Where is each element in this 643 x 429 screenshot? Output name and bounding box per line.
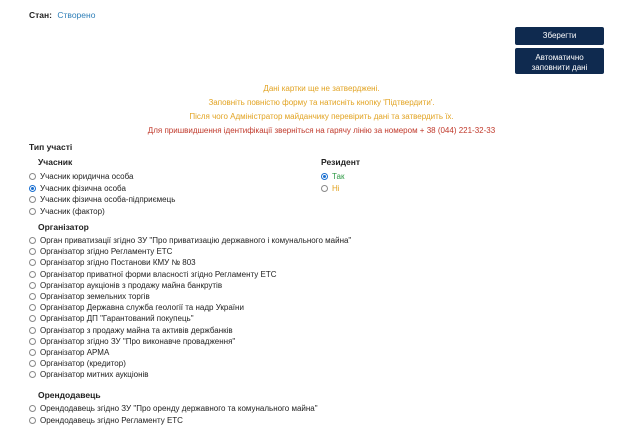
organizer-option[interactable]: [29, 348, 109, 357]
status-line: [29, 10, 95, 20]
save-button-label: Зберегти: [542, 31, 577, 40]
status-label: Стан:: [29, 10, 52, 20]
participant-option[interactable]: [29, 207, 105, 216]
autofill-button[interactable]: [515, 48, 604, 74]
radio-button[interactable]: [321, 185, 328, 192]
organizer-option-label: Організатор згідно Регламенту ЕТС: [40, 247, 173, 257]
organizer-option-label: Організатор згідно Постанови КМУ № 803: [40, 258, 196, 268]
resident-option-label: Ні: [332, 183, 340, 193]
participant-title: Учасник: [38, 157, 73, 167]
organizer-title: Організатор: [38, 222, 89, 232]
lessor-option-label: Орендодавець згідно Регламенту ЕТС: [40, 415, 183, 425]
radio-button[interactable]: [29, 282, 36, 289]
notice-hotline: Для пришвидшення ідентифікації зверніться на гарячу лінію за номером + 38 (044) 221-32-33: [147, 126, 496, 135]
radio-button[interactable]: [29, 417, 36, 424]
lessor-option[interactable]: [29, 404, 318, 413]
radio-button[interactable]: [29, 271, 36, 278]
organizer-option-label: Організатор АРМА: [40, 348, 110, 357]
save-button[interactable]: [515, 27, 604, 45]
lessor-title: Орендодавець: [38, 390, 101, 400]
notice-fill-form: Заповніть повністю форму та натисніть кнопку 'Підтвердити'.: [208, 98, 435, 107]
radio-button[interactable]: [29, 405, 36, 412]
organizer-option-label: Організатор аукціонів з продажу майна банкрутів: [40, 280, 223, 290]
participant-option-label: Учасник фізична особа-підприємець: [40, 195, 176, 204]
organizer-option[interactable]: [29, 281, 222, 290]
organizer-option-label: Організатор (кредитор): [40, 359, 126, 369]
organizer-option-label: Організатор приватної форми власності згідно Регламенту ЕТС: [40, 269, 277, 279]
resident-option[interactable]: [321, 172, 344, 181]
radio-button[interactable]: [321, 173, 328, 180]
lessor-option-label: Орендодавець згідно ЗУ "Про оренду державного та комунального майна": [40, 404, 318, 413]
organizer-option-label: Орган приватизації згідно ЗУ "Про приватизацію державного і комунального майна": [40, 236, 352, 245]
radio-button[interactable]: [29, 315, 36, 322]
radio-button[interactable]: [29, 259, 36, 266]
organizer-option[interactable]: [29, 370, 149, 379]
organizer-option-label: Організатор земельних торгів: [40, 292, 150, 301]
radio-button[interactable]: [29, 371, 36, 378]
radio-button[interactable]: [29, 208, 36, 215]
organizer-option[interactable]: [29, 247, 172, 256]
radio-button[interactable]: [29, 304, 36, 311]
organizer-option[interactable]: [29, 236, 351, 245]
participant-option[interactable]: [29, 184, 126, 193]
organizer-option[interactable]: [29, 337, 235, 346]
participant-option-label: Учасник (фактор): [40, 206, 105, 216]
resident-option[interactable]: [321, 184, 340, 193]
radio-button[interactable]: [29, 360, 36, 367]
autofill-button-label-line2: заповнити дані: [531, 62, 588, 72]
lessor-option[interactable]: [29, 416, 183, 425]
organizer-option-label: Організатор Державна служба геології та надр України: [40, 303, 244, 313]
status-value: Створено: [57, 10, 96, 20]
notice-not-approved: Дані картки ще не затверджені.: [263, 84, 380, 93]
organizer-option-label: Організатор митних аукціонів: [40, 370, 149, 380]
participation-type-title: Тип участі: [29, 142, 73, 152]
organizer-option[interactable]: [29, 359, 126, 368]
participant-option-label: Учасник юридична особа: [40, 172, 134, 181]
radio-button[interactable]: [29, 185, 36, 192]
notice-admin-check: Після чого Адміністратор майданчику перевірить дані та затвердить їх.: [189, 112, 454, 121]
organizer-option[interactable]: [29, 270, 277, 279]
radio-button[interactable]: [29, 248, 36, 255]
radio-button[interactable]: [29, 173, 36, 180]
autofill-button-label-line1: Автоматично: [535, 52, 584, 62]
radio-button[interactable]: [29, 293, 36, 300]
organizer-option-label: Організатор з продажу майна та активів держбанків: [40, 325, 233, 335]
organizer-option[interactable]: [29, 303, 244, 312]
radio-button[interactable]: [29, 349, 36, 356]
resident-title: Резидент: [321, 157, 361, 167]
radio-button[interactable]: [29, 338, 36, 345]
organizer-option-label: Організатор згідно ЗУ "Про виконавче провадження": [40, 336, 236, 346]
resident-option-label: Так: [332, 172, 345, 181]
radio-button[interactable]: [29, 196, 36, 203]
participant-option[interactable]: [29, 172, 133, 181]
participant-option-label: Учасник фізична особа: [40, 183, 126, 193]
organizer-option[interactable]: [29, 314, 194, 323]
organizer-option[interactable]: [29, 258, 196, 267]
organizer-option[interactable]: [29, 292, 150, 301]
participant-option[interactable]: [29, 195, 175, 204]
organizer-option[interactable]: [29, 326, 233, 335]
radio-button[interactable]: [29, 237, 36, 244]
organizer-option-label: Організатор ДП "Гарантований покупець": [40, 314, 194, 324]
radio-button[interactable]: [29, 327, 36, 334]
